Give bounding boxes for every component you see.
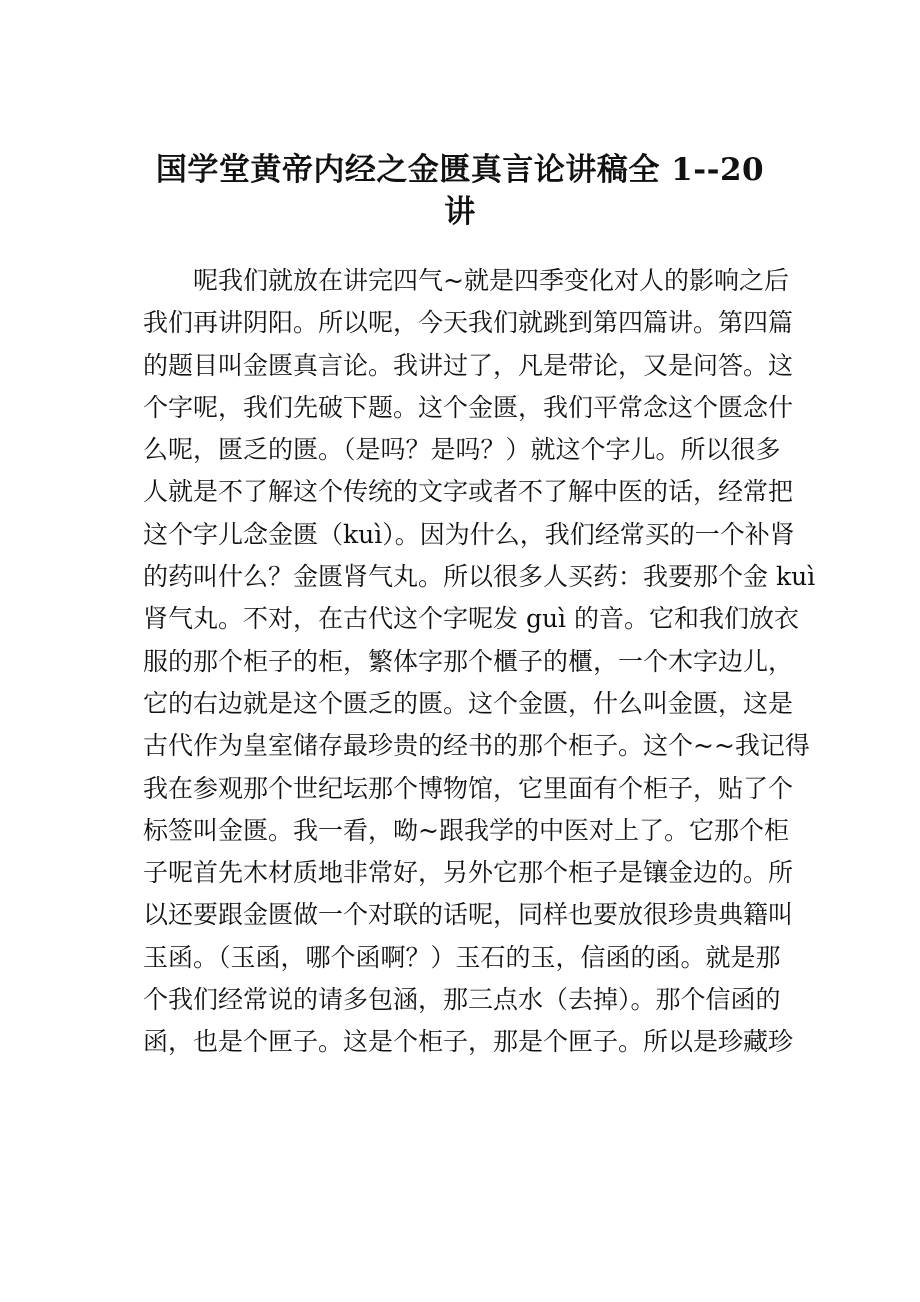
body-line: 标签叫金匮。我一看，呦~跟我学的中医对上了。它那个柜: [143, 815, 789, 845]
body-line: 个我们经常说的请多包涵，那三点水（去掉）。那个信函的: [143, 985, 781, 1015]
title-line: 国学堂黄帝内经之金匮真言论讲稿全 1--20: [155, 152, 765, 188]
body-line: 的药叫什么？金匮肾气丸。所以很多人买药：我要那个金 kuì: [143, 562, 816, 592]
body-line: 服的那个柜子的柜，繁体字那个櫃子的櫃，一个木字边儿，: [143, 646, 794, 676]
title-line: 讲: [444, 194, 476, 231]
body-line: 人就是不了解这个传统的文字或者不了解中医的话，经常把: [143, 477, 794, 507]
body-line: 呢我们就放在讲完四气~就是四季变化对人的影响之后: [193, 266, 789, 295]
body-line: 子呢首先木材质地非常好，另外它那个柜子是镶金边的。所: [143, 858, 794, 888]
body-line: 个字呢，我们先破下题。这个金匮，我们平常念这个匮念什: [143, 392, 794, 422]
body-line: 我在参观那个世纪坛那个博物馆，它里面有个柜子，贴了个: [143, 773, 794, 803]
body-line: 肾气丸。不对，在古代这个字呢发 guì 的音。它和我们放衣: [143, 604, 799, 634]
body-line: 玉函。（玉函，哪个函啊？）玉石的玉，信函的函。就是那: [143, 942, 781, 972]
body-line: 么呢，匮乏的匮。（是吗？是吗？）就这个字儿。所以很多: [143, 435, 781, 465]
body-line: 古代作为皇室储存最珍贵的经书的那个柜子。这个~~我记得: [143, 731, 810, 761]
body-paragraph: [143, 260, 816, 1064]
body-line: 我们再讲阴阳。所以呢，今天我们就跳到第四篇讲。第四篇: [143, 308, 794, 338]
document-title: [120, 142, 800, 231]
body-line: 函，也是个匣子。这是个柜子，那是个匣子。所以是珍藏珍: [143, 1027, 794, 1057]
body-line: 以还要跟金匮做一个对联的话呢，同样也要放很珍贵典籍叫: [143, 900, 794, 930]
body-line: 它的右边就是这个匮乏的匮。这个金匮，什么叫金匮，这是: [143, 688, 794, 718]
body-line: 的题目叫金匮真言论。我讲过了，凡是带论，又是问答。这: [143, 350, 794, 380]
body-line: 这个字儿念金匮（kuì）。因为什么，我们经常买的一个补肾: [143, 519, 795, 549]
